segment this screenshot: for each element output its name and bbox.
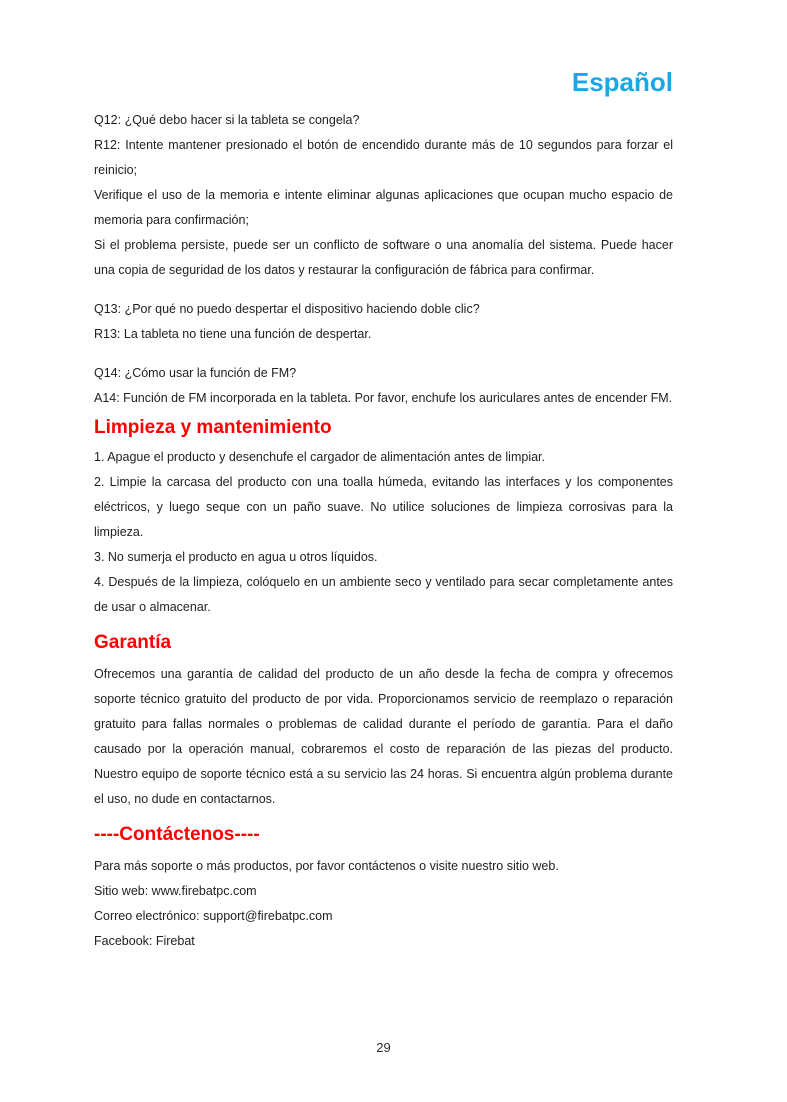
faq-answer-q13: R13: La tableta no tiene una función de despertar. <box>94 327 372 341</box>
faq-question-q14: Q14: ¿Cómo usar la función de FM? <box>94 366 297 380</box>
faq-block-q13 <box>94 297 673 347</box>
contact-website: Sitio web: www.firebatpc.com <box>94 884 257 898</box>
cleaning-section-heading: Limpieza y mantenimiento <box>94 417 332 438</box>
faq-question-q13: Q13: ¿Por qué no puedo despertar el dispositivo haciendo doble clic? <box>94 302 480 316</box>
faq-question-q12: Q12: ¿Qué debo hacer si la tableta se congela? <box>94 113 360 127</box>
cleaning-item-2: 2. Limpie la carcasa del producto con una toalla húmeda, evitando las interfaces y los componentes eléctricos, y luego seque con un paño suave. No utilice soluciones de limpieza corrosivas para la limpieza. <box>94 475 673 539</box>
cleaning-item-1: 1. Apague el producto y desenchufe el cargador de alimentación antes de limpiar. <box>94 450 545 464</box>
contact-email: Correo electrónico: support@firebatpc.com <box>94 909 333 923</box>
warranty-section-heading: Garantía <box>94 632 172 653</box>
faq-answer-q12-1: R12: Intente mantener presionado el botón de encendido durante más de 10 segundos para forzar el reinicio; <box>94 138 673 177</box>
faq-block-q14 <box>94 361 673 411</box>
cleaning-instructions-list <box>94 445 673 620</box>
warranty-body: Ofrecemos una garantía de calidad del producto de un año desde la fecha de compra y ofrecemos soporte técnico gratuito del producto de por vida. Proporcionamos servicio de reemplazo o reparación gratuito para fallas normales o problemas de calidad durante el período de garantía. Para el daño causado por la operación manual, cobraremos el costo de reparación de las piezas del producto. Nuestro equipo de soporte técnico está a su servicio las 24 horas. Si encuentra algún problema durante el uso, no dude en contactarnos. <box>94 667 673 806</box>
cleaning-item-3: 3. No sumerja el producto en agua u otros líquidos. <box>94 550 378 564</box>
contact-info <box>94 854 673 954</box>
faq-answer-q12-2: Verifique el uso de la memoria e intente eliminar algunas aplicaciones que ocupan mucho espacio de memoria para confirmación; <box>94 188 673 227</box>
contact-intro: Para más soporte o más productos, por favor contáctenos o visite nuestro sitio web. <box>94 859 559 873</box>
cleaning-item-4: 4. Después de la limpieza, colóquelo en un ambiente seco y ventilado para secar completamente antes de usar o almacenar. <box>94 575 673 614</box>
page-number: 29 <box>376 1040 391 1055</box>
contact-facebook: Facebook: Firebat <box>94 934 195 948</box>
faq-answer-q12-3: Si el problema persiste, puede ser un conflicto de software o una anomalía del sistema. Puede hacer una copia de seguridad de los datos y restaurar la configuración de fábrica para confirmar. <box>94 238 673 277</box>
contact-section-heading: ----Contáctenos---- <box>94 824 260 845</box>
language-header: Español <box>571 67 673 97</box>
faq-block-q12 <box>94 108 673 283</box>
faq-answer-q14: A14: Función de FM incorporada en la tableta. Por favor, enchufe los auriculares antes de encender FM. <box>94 391 673 405</box>
